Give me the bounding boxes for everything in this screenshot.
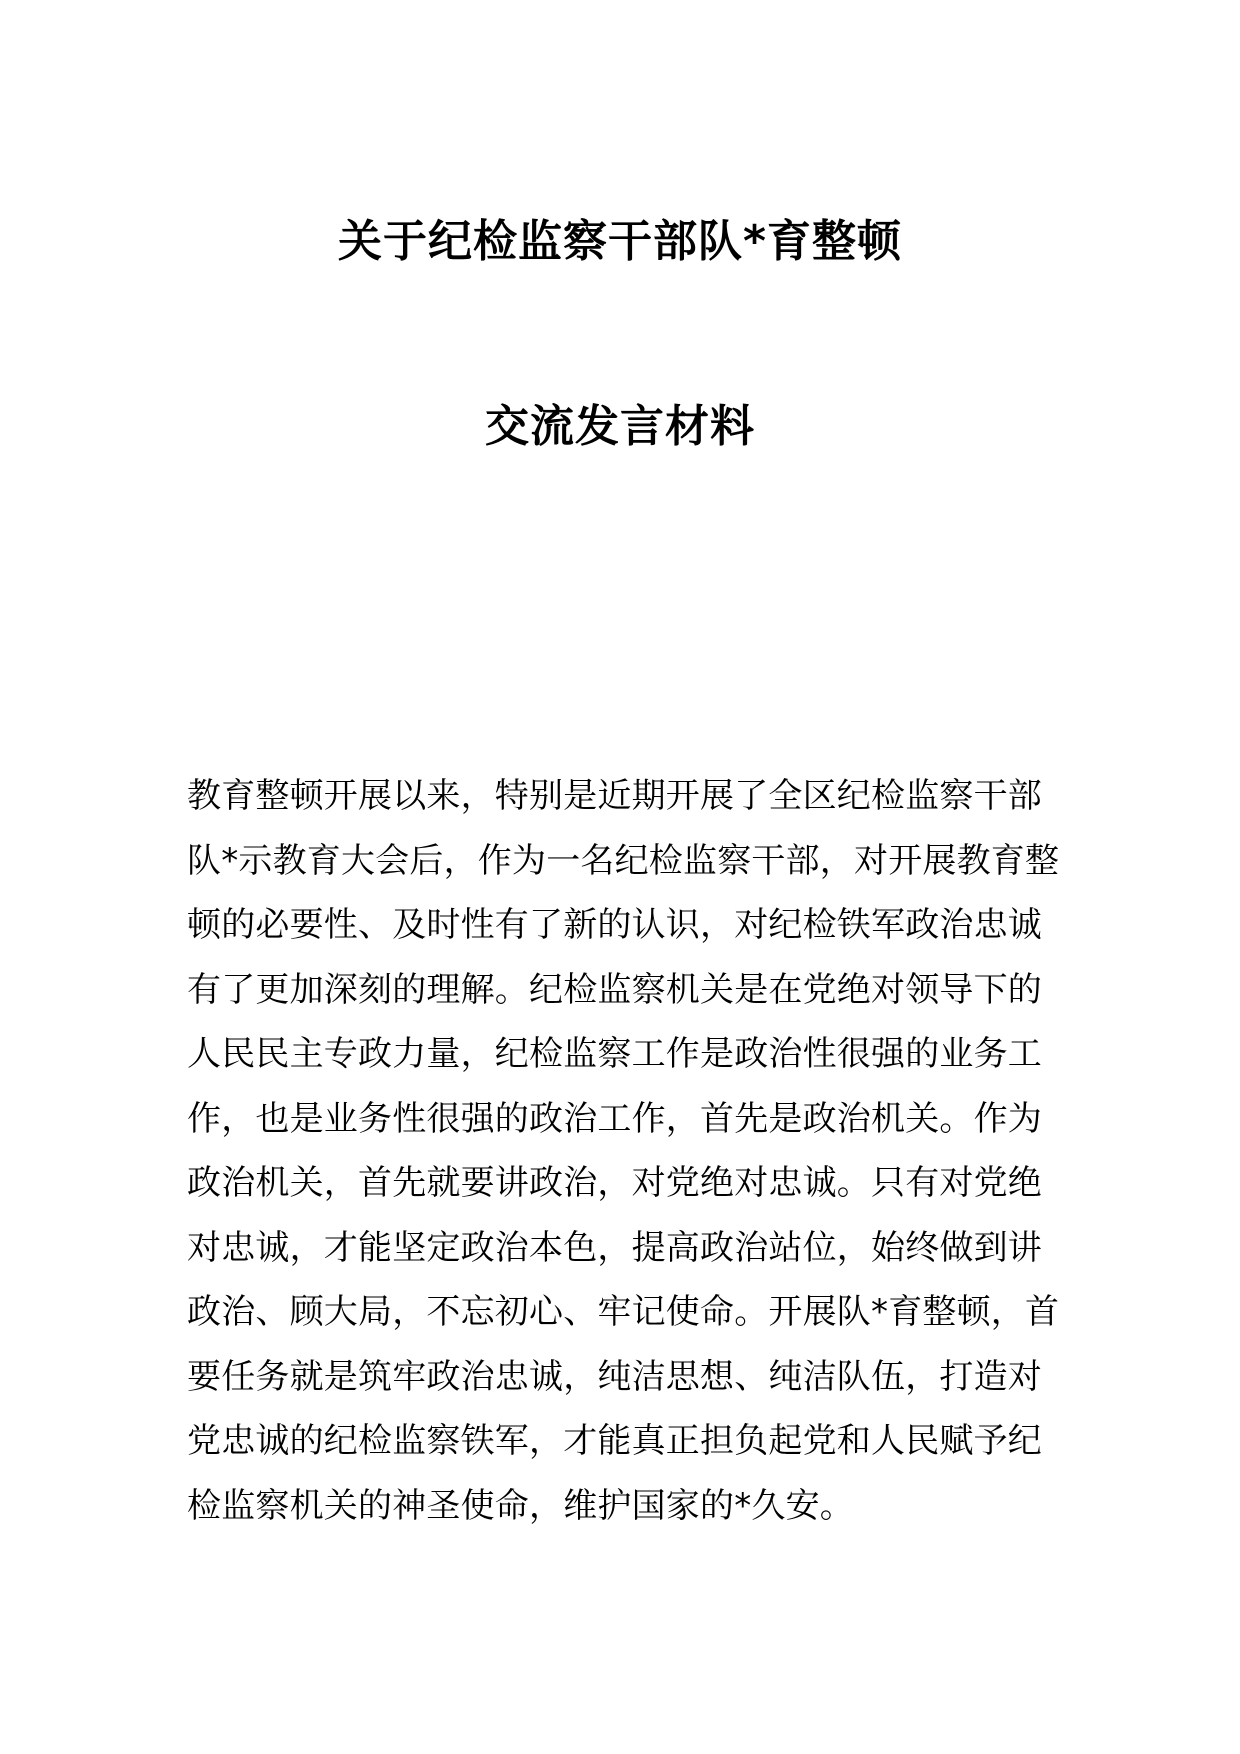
body-line: 政治、顾大局，不忘初心、牢记使命。开展队*育整顿，首 bbox=[187, 1292, 1060, 1332]
body-line: 政治机关，首先就要讲政治，对党绝对忠诚。只有对党绝 bbox=[187, 1163, 1042, 1203]
body-line: 党忠诚的纪检监察铁军，才能真正担负起党和人民赋予纪 bbox=[187, 1421, 1042, 1461]
body-line: 检监察机关的神圣使命，维护国家的*久安。 bbox=[187, 1485, 854, 1526]
body-line: 要任务就是筑牢政治忠诚，纯洁思想、纯洁队伍，打造对 bbox=[187, 1356, 1042, 1397]
body-line: 对忠诚，才能坚定政治本色，提高政治站位，始终做到讲 bbox=[187, 1227, 1042, 1268]
body-line: 顿的必要性、及时性有了新的认识，对纪检铁军政治忠诚 bbox=[187, 905, 1042, 945]
body-line: 有了更加深刻的理解。纪检监察机关是在党绝对领导下的 bbox=[187, 969, 1042, 1010]
body-line: 教育整顿开展以来，特别是近期开展了全区纪检监察干部 bbox=[187, 776, 1042, 816]
document-title-line-2: 交流发言材料 bbox=[485, 401, 755, 452]
body-line: 人民民主专政力量，纪检监察工作是政治性很强的业务工 bbox=[187, 1034, 1042, 1074]
body-line: 作，也是业务性很强的政治工作，首先是政治机关。作为 bbox=[187, 1098, 1042, 1139]
body-line: 队*示教育大会后，作为一名纪检监察干部，对开展教育整 bbox=[187, 840, 1060, 881]
document-body bbox=[187, 773, 1060, 1547]
document-title-line-1: 关于纪检监察干部队*育整顿 bbox=[337, 216, 902, 267]
